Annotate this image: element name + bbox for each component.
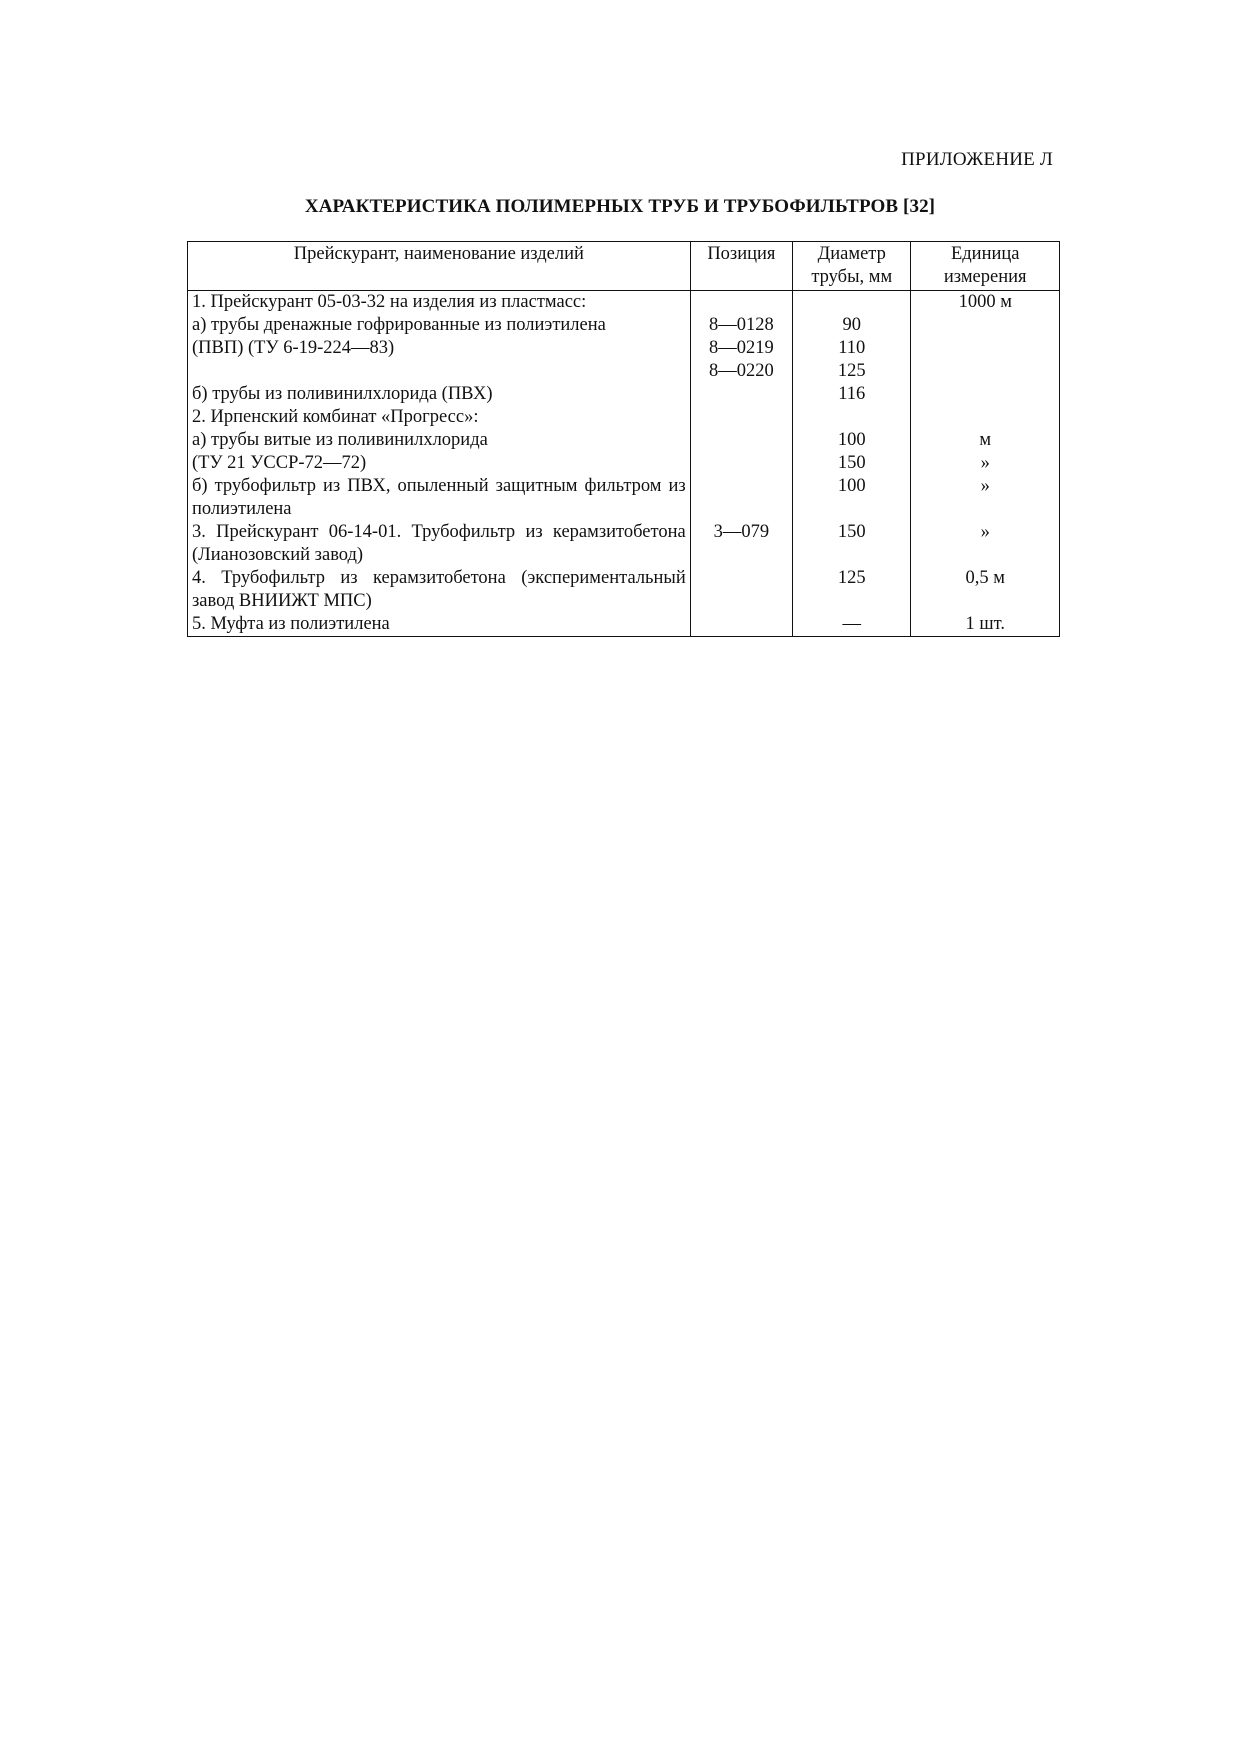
header-unit: Единица измерения	[911, 242, 1060, 291]
cell-diameter: 100	[793, 429, 911, 452]
table-header-row	[188, 242, 1060, 291]
cell-diameter: 100	[793, 475, 911, 521]
header-position: Позиция	[690, 242, 792, 291]
cell-name: а) трубы витые из поливинилхлорида	[188, 429, 691, 452]
cell-position	[690, 383, 792, 406]
cell-name	[188, 360, 691, 383]
cell-diameter: 116	[793, 383, 911, 406]
table-row	[188, 429, 1060, 452]
cell-name: (ТУ 21 УССР-72—72)	[188, 452, 691, 475]
cell-position	[690, 452, 792, 475]
cell-diameter: 150	[793, 452, 911, 475]
cell-name: 4. Трубофильтр из керамзитобетона (экспериментальный завод ВНИИЖТ МПС)	[188, 567, 691, 613]
header-diameter: Диаметр трубы, мм	[793, 242, 911, 291]
table-row	[188, 337, 1060, 360]
cell-name: 3. Прейскурант 06-14-01. Трубофильтр из керамзитобетона (Лианозовский завод)	[188, 521, 691, 567]
table-row	[188, 521, 1060, 567]
document-title: ХАРАКТЕРИСТИКА ПОЛИМЕРНЫХ ТРУБ И ТРУБОФИЛЬТРОВ [32]	[304, 196, 936, 217]
cell-unit	[911, 314, 1060, 337]
cell-unit: 1 шт.	[911, 613, 1060, 637]
cell-name: (ПВП) (ТУ 6-19-224—83)	[188, 337, 691, 360]
table-row	[188, 567, 1060, 613]
cell-unit: »	[911, 521, 1060, 567]
cell-unit: м	[911, 429, 1060, 452]
cell-name: 5. Муфта из полиэтилена	[188, 613, 691, 637]
table-row	[188, 475, 1060, 521]
cell-name: 2. Ирпенский комбинат «Прогресс»:	[188, 406, 691, 429]
cell-position	[690, 291, 792, 315]
cell-position	[690, 475, 792, 521]
table-row	[188, 406, 1060, 429]
cell-unit	[911, 383, 1060, 406]
header-name: Прейскурант, наименование изделий	[188, 242, 691, 291]
cell-diameter: 125	[793, 360, 911, 383]
table-row	[188, 613, 1060, 637]
cell-position	[690, 567, 792, 613]
cell-position: 8—0220	[690, 360, 792, 383]
cell-diameter: 125	[793, 567, 911, 613]
cell-diameter: 110	[793, 337, 911, 360]
cell-unit: »	[911, 475, 1060, 521]
cell-position: 8—0219	[690, 337, 792, 360]
cell-position	[690, 429, 792, 452]
cell-name: 1. Прейскурант 05-03-32 на изделия из пластмасс:	[188, 291, 691, 315]
cell-unit	[911, 337, 1060, 360]
cell-unit	[911, 360, 1060, 383]
appendix-label: ПРИЛОЖЕНИЕ Л	[901, 149, 1053, 170]
table-row	[188, 314, 1060, 337]
cell-unit: 1000 м	[911, 291, 1060, 315]
cell-diameter	[793, 406, 911, 429]
cell-position: 8—0128	[690, 314, 792, 337]
table-row	[188, 383, 1060, 406]
table-row	[188, 291, 1060, 315]
cell-position	[690, 613, 792, 637]
cell-name: б) трубофильтр из ПВХ, опыленный защитным фильтром из полиэтилена	[188, 475, 691, 521]
cell-unit: 0,5 м	[911, 567, 1060, 613]
cell-diameter: 150	[793, 521, 911, 567]
table-row	[188, 452, 1060, 475]
cell-position	[690, 406, 792, 429]
cell-diameter	[793, 291, 911, 315]
table-row	[188, 360, 1060, 383]
cell-position: 3—079	[690, 521, 792, 567]
cell-unit: »	[911, 452, 1060, 475]
cell-name: б) трубы из поливинилхлорида (ПВХ)	[188, 383, 691, 406]
cell-diameter: —	[793, 613, 911, 637]
cell-unit	[911, 406, 1060, 429]
cell-diameter: 90	[793, 314, 911, 337]
pipes-table	[187, 241, 1060, 637]
cell-name: а) трубы дренажные гофрированные из полиэтилена	[188, 314, 691, 337]
